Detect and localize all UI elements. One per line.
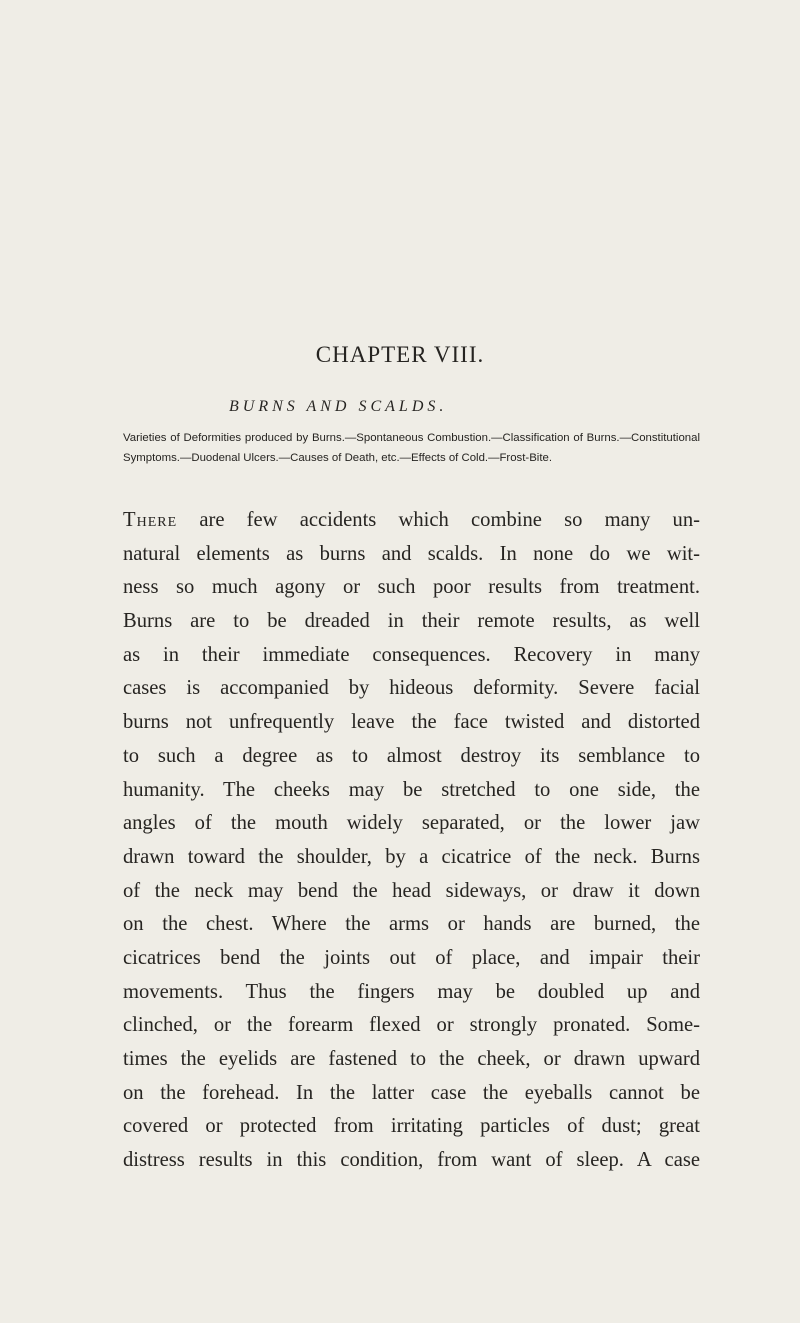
text-line: angles of the mouth widely separated, or the lower jaw	[123, 812, 700, 835]
text-line: of the neck may bend the head sideways, or draw it down	[123, 879, 700, 902]
text-line: ness so much agony or such poor results from treatment.	[123, 576, 700, 599]
chapter-summary: Varieties of Deformities produced by Burns.—Spontaneous Combustion.—Classification of Burns.—Constitutional Symptoms.—Duodenal Ulcers.—Causes of Death, etc.—Effects of Cold.—Frost-Bite.	[123, 432, 700, 464]
text-line: movements. Thus the fingers may be doubled up and	[123, 980, 700, 1003]
text-line: on the forehead. In the latter case the eyeballs cannot be	[123, 1081, 700, 1104]
text-line: on the chest. Where the arms or hands are burned, the	[123, 913, 700, 936]
chapter-heading: CHAPTER VIII.	[315, 342, 485, 367]
text-line: burns not unfrequently leave the face twisted and distorted	[123, 711, 700, 734]
body-paragraph	[123, 504, 700, 1178]
text-line: Burns are to be dreaded in their remote results, as well	[123, 610, 700, 633]
chapter-title: BURNS AND SCALDS.	[229, 398, 448, 415]
text-line: times the eyelids are fastened to the cheek, or drawn upward	[123, 1048, 700, 1070]
text-line: clinched, or the forearm flexed or strongly pronated. Some-	[123, 1014, 700, 1037]
text-line: drawn toward the shoulder, by a cicatrice of the neck. Burns	[123, 845, 700, 868]
text-line: cases is accompanied by hideous deformity. Severe facial	[123, 677, 700, 700]
text-line: There are few accidents which combine so many un-	[123, 509, 700, 531]
text-line: distress results in this condition, from want of sleep. A case	[123, 1149, 700, 1172]
text-line: to such a degree as to almost destroy its semblance to	[123, 744, 700, 767]
text-line: natural elements as burns and scalds. In none do we wit-	[123, 542, 700, 565]
lead-word: There	[123, 509, 178, 531]
text-line: cicatrices bend the joints out of place, and impair their	[123, 946, 700, 969]
text-line: humanity. The cheeks may be stretched to one side, the	[123, 778, 700, 801]
text-line: covered or protected from irritating particles of dust; great	[123, 1115, 700, 1138]
text-line: as in their immediate consequences. Recovery in many	[123, 643, 700, 666]
